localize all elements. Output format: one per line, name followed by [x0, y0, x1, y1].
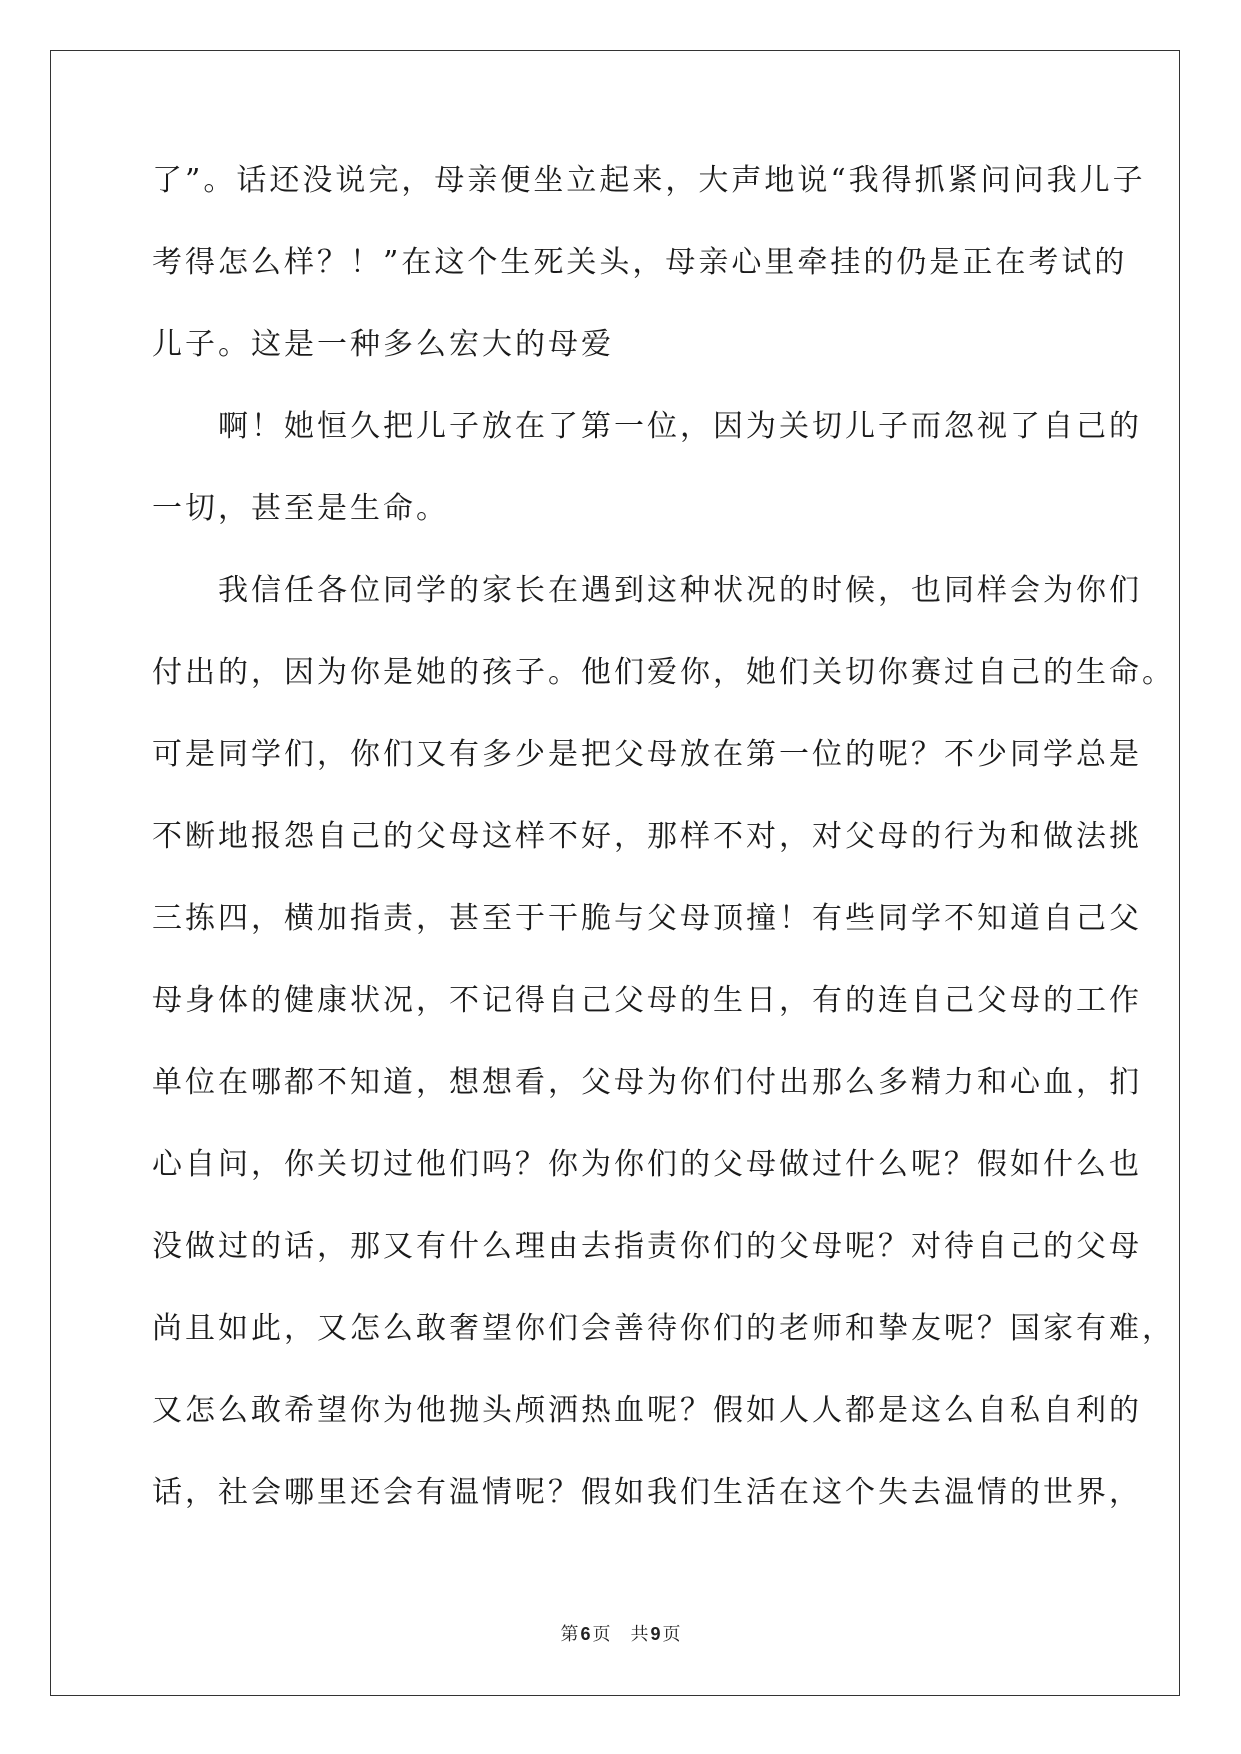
text-line: 尚且如此，又怎么敢奢望你们会善待你们的老师和挚友呢？国家有难，: [152, 1311, 1175, 1346]
text-line: 我信任各位同学的家长在遇到这种状况的时候，也同样会为你们: [152, 573, 1142, 608]
text-line: 可是同学们，你们又有多少是把父母放在第一位的呢？不少同学总是: [152, 737, 1142, 772]
total-pages: 9: [650, 1624, 661, 1644]
page-number: 6: [580, 1624, 591, 1644]
text-line: 没做过的话，那又有什么理由去指责你们的父母呢？对待自己的父母: [152, 1229, 1142, 1264]
text-line: 啊！她恒久把儿子放在了第一位，因为关切儿子而忽视了自己的: [152, 409, 1142, 444]
text-line: 母身体的健康状况，不记得自己父母的生日，有的连自己父母的工作: [152, 983, 1142, 1018]
text-line: 付出的，因为你是她的孩子。他们爱你，她们关切你赛过自己的生命。: [152, 655, 1175, 690]
body-text: [152, 155, 1175, 1549]
total-suffix: 页: [662, 1624, 681, 1645]
text-line: 话，社会哪里还会有温情呢？假如我们生活在这个失去温情的世界，: [152, 1475, 1142, 1510]
total-prefix: 共: [630, 1624, 649, 1645]
page-prefix: 第: [560, 1624, 579, 1645]
page-suffix: 页: [592, 1624, 611, 1645]
text-line: 不断地报怨自己的父母这样不好，那样不对，对父母的行为和做法挑: [152, 819, 1142, 854]
text-line: 三拣四，横加指责，甚至于干脆与父母顶撞！有些同学不知道自己父: [152, 901, 1142, 936]
text-line: 考得怎么样？！”在这个生死关头，母亲心里牵挂的仍是正在考试的: [152, 245, 1128, 280]
text-line: 单位在哪都不知道，想想看，父母为你们付出那么多精力和心血，扪: [152, 1065, 1142, 1100]
text-line: 了”。话还没说完，母亲便坐立起来，大声地说“我得抓紧问问我儿子: [152, 163, 1146, 198]
text-line: 心自问，你关切过他们吗？你为你们的父母做过什么呢？假如什么也: [152, 1147, 1142, 1182]
text-line: 又怎么敢希望你为他抛头颅洒热血呢？假如人人都是这么自私自利的: [152, 1393, 1142, 1428]
page-footer: [0, 1620, 1241, 1646]
text-line: 一切，甚至是生命。: [152, 491, 449, 526]
text-line: 儿子。这是一种多么宏大的母爱: [152, 327, 614, 362]
